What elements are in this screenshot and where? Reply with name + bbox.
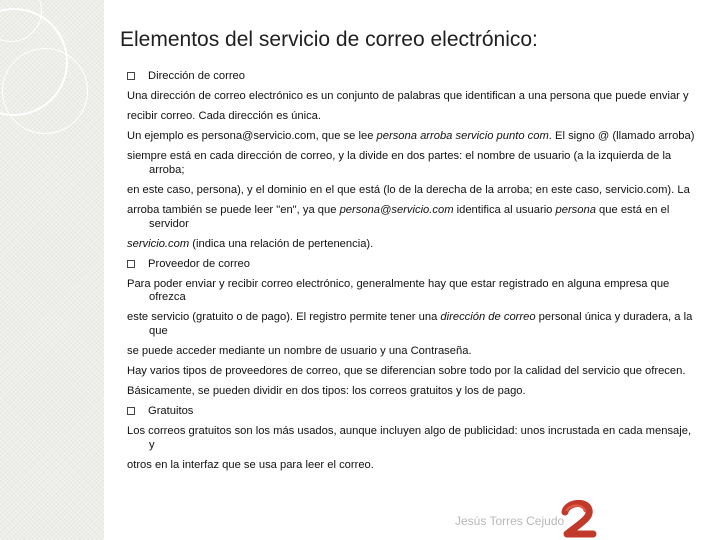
left-textured-panel — [0, 0, 104, 540]
bullet-box-icon — [127, 407, 135, 415]
paragraph: Una dirección de correo electrónico es un conjunto de palabras que identifican a una persona que puede enviar y — [127, 90, 689, 103]
paragraph — [127, 130, 699, 144]
text-run: que está en el servidor — [149, 204, 670, 230]
paragraph: en este caso, persona), y el dominio en el que está (lo de la derecha de la arroba; en este caso, servicio.com). La — [127, 183, 690, 196]
text-run-italic: persona@servicio.com — [339, 204, 454, 217]
text-run: arroba también se puede leer "en", ya que — [127, 204, 340, 217]
slide-content — [127, 70, 699, 479]
footer-author: Jesús Torres Cejudo — [455, 514, 565, 528]
paragraph: siempre está en cada dirección de correo, y la divide en dos partes: el nombre de usuario (a la izquierda de la arroba; — [127, 150, 672, 176]
text-run: (indica una relación de pertenencia). — [189, 237, 374, 250]
text-run: identifica al usuario — [453, 204, 556, 217]
paragraph: otros en la interfaz que se usa para leer el correo. — [127, 459, 374, 471]
text-run-italic: persona arroba servicio punto com — [376, 130, 549, 143]
text-run: . El signo @ (llamado arroba) — [548, 130, 695, 143]
paragraph — [127, 311, 699, 338]
decorative-circle — [2, 48, 88, 134]
bullet-box-icon — [127, 260, 135, 268]
paragraph: Hay varios tipos de proveedores de correo, que se diferencian sobre todo por la calidad del servicio que ofrecen. — [127, 365, 686, 378]
bullet-box-icon — [127, 72, 135, 80]
section-heading-direccion: Dirección de correo — [127, 70, 699, 84]
paragraph: recibir correo. Cada dirección es única. — [127, 110, 322, 123]
paragraph: Básicamente, se pueden dividir en dos tipos: los correos gratuitos y los de pago. — [127, 385, 526, 398]
paragraph: se puede acceder mediante un nombre de usuario y una Contraseña. — [127, 345, 472, 358]
section-heading-proveedor: Proveedor de correo — [127, 258, 699, 272]
text-run-italic: servicio.com — [127, 237, 190, 250]
paragraph — [127, 204, 699, 231]
text-run: personal única y duradera, a la que — [149, 311, 693, 337]
section-heading-gratuitos: Gratuitos — [127, 405, 699, 419]
slide-title: Elementos del servicio de correo electrónico: — [120, 28, 538, 51]
text-run: Un ejemplo es persona@servicio.com, que se lee — [127, 130, 377, 143]
text-run-italic: persona — [555, 204, 596, 217]
paragraph — [127, 238, 699, 252]
paragraph: Los correos gratuitos son los más usados, aunque incluyen algo de publicidad: unos incrustada en cada mensaje, y — [127, 425, 692, 451]
paragraph: Para poder enviar y recibir correo electrónico, generalmente hay que estar registrado en alguna empresa que ofrezca — [127, 277, 670, 304]
red-number-2-logo-icon — [553, 498, 605, 540]
text-run-italic: dirección de correo — [440, 311, 536, 324]
text-run: este servicio (gratuito o de pago). El registro permite tener una — [127, 311, 441, 324]
